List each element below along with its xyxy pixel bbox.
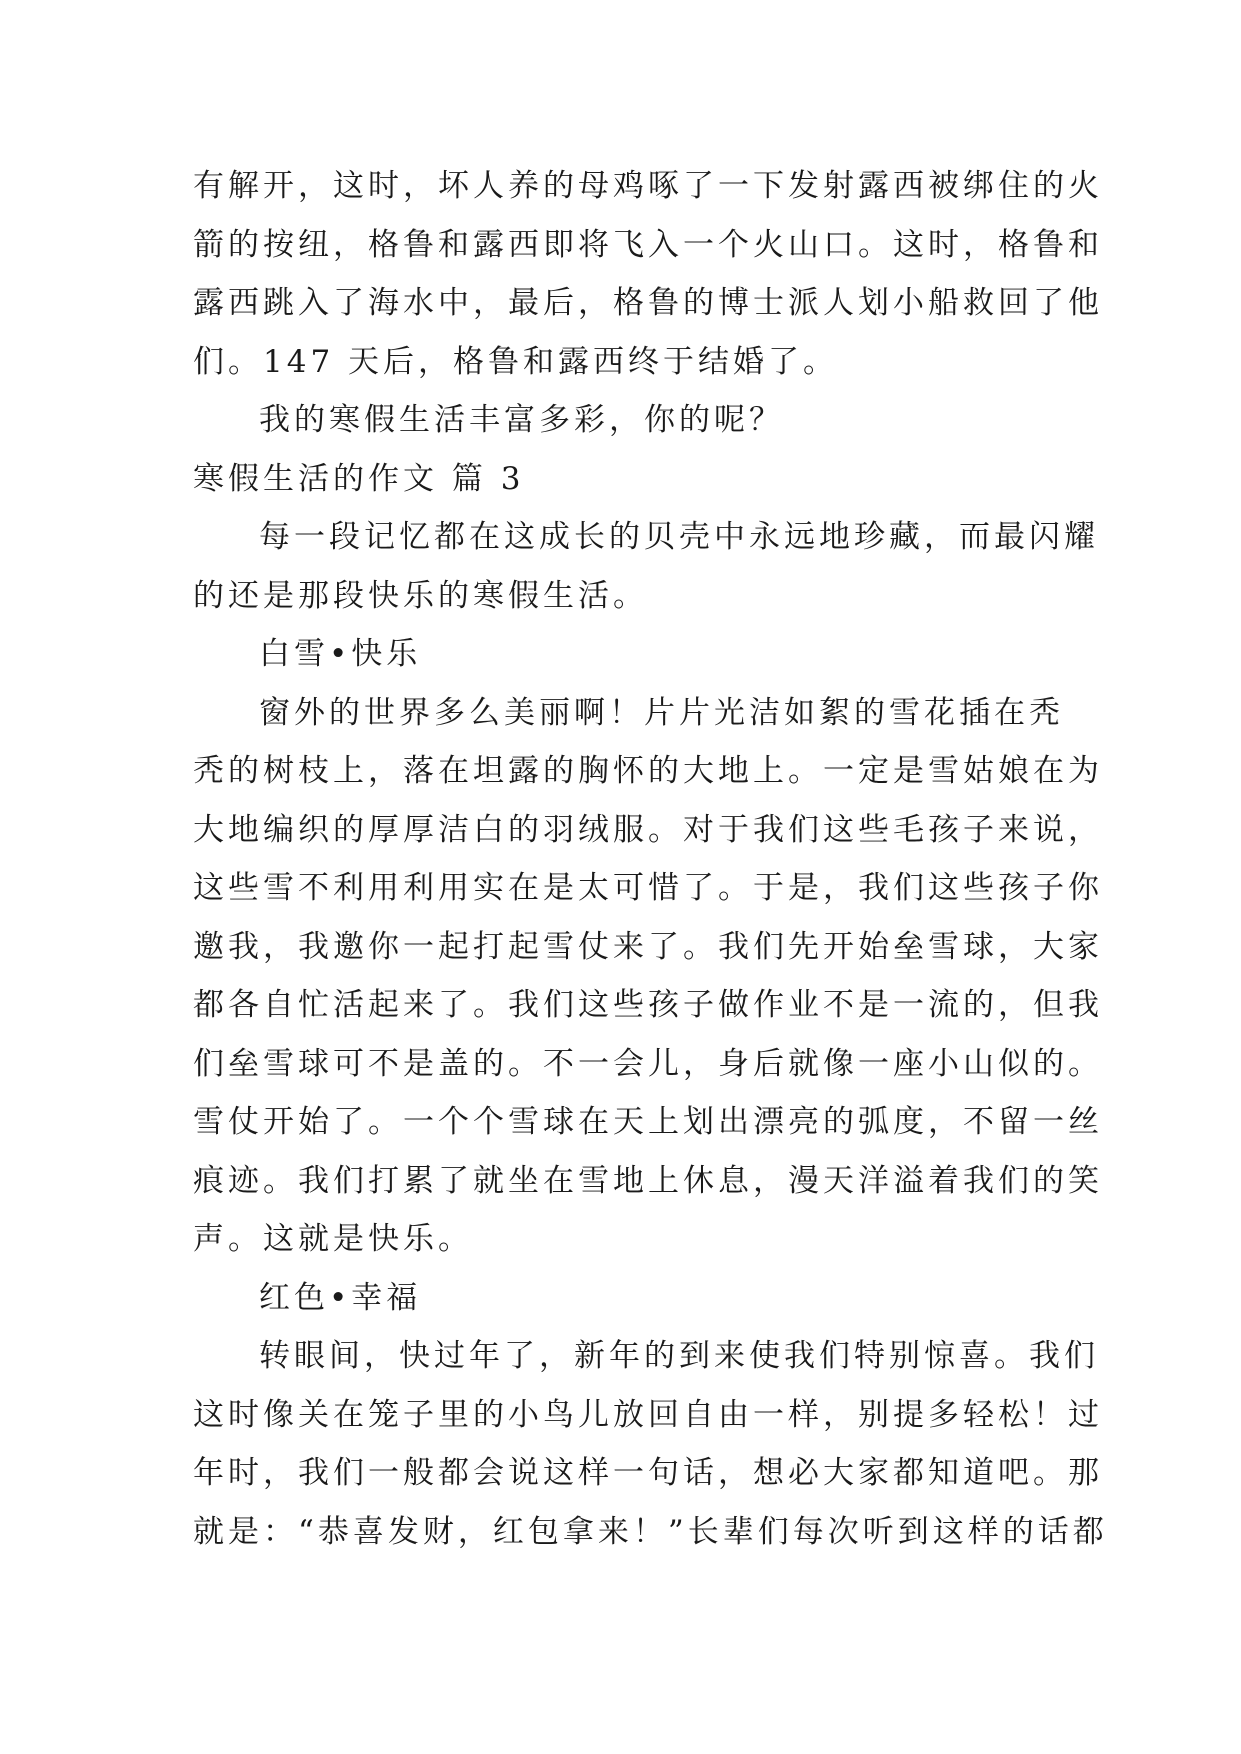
text-line: 我的寒假生活丰富多彩，你的呢？ (259, 402, 784, 438)
text-line: 们垒雪球可不是盖的。不一会儿，身后就像一座小山似的。 (193, 1045, 1103, 1082)
text-line: 都各自忙活起来了。我们这些孩子做作业不是一流的，但我 (193, 987, 1103, 1023)
text-line: 的还是那段快乐的寒假生活。 (193, 577, 648, 614)
text-line: 窗外的世界多么美丽啊！片片光洁如絮的雪花插在秃 (259, 694, 1064, 731)
document-body (193, 157, 1108, 1561)
text-line: 雪仗开始了。一个个雪球在天上划出漂亮的弧度，不留一丝 (193, 1104, 1103, 1140)
text-line: 们。147 天后，格鲁和露西终于结婚了。 (193, 343, 839, 380)
text-line: 痕迹。我们打累了就坐在雪地上休息，漫天洋溢着我们的笑 (193, 1162, 1103, 1199)
text-line: 邀我，我邀你一起打起雪仗来了。我们先开始垒雪球，大家 (193, 928, 1103, 965)
text-line: 秃的树枝上，落在坦露的胸怀的大地上。一定是雪姑娘在为 (193, 753, 1103, 789)
text-line: 年时，我们一般都会说这样一句话，想必大家都知道吧。那 (193, 1455, 1103, 1491)
text-line: 这些雪不利用利用实在是太可惜了。于是，我们这些孩子你 (193, 870, 1103, 906)
text-line: 这时像关在笼子里的小鸟儿放回自由一样，别提多轻松！过 (193, 1396, 1103, 1433)
subheading: 红色•幸福 (259, 1279, 422, 1316)
text-line: 箭的按纽，格鲁和露西即将飞入一个火山口。这时，格鲁和 (193, 226, 1103, 263)
text-line: 有解开，这时，坏人养的母鸡啄了一下发射露西被绑住的火 (193, 168, 1103, 204)
text-line: 转眼间，快过年了，新年的到来使我们特别惊喜。我们 (259, 1338, 1099, 1374)
text-line: 露西跳入了海水中，最后，格鲁的博士派人划小船救回了他 (193, 285, 1103, 321)
subheading: 白雪•快乐 (259, 636, 422, 672)
section-heading: 寒假生活的作文 篇 3 (193, 460, 525, 497)
text-line: 就是：“恭喜发财，红包拿来！”长辈们每次听到这样的话都 (193, 1513, 1108, 1550)
text-line: 每一段记忆都在这成长的贝壳中永远地珍藏，而最闪耀 (259, 519, 1099, 555)
text-line: 大地编织的厚厚洁白的羽绒服。对于我们这些毛孩子来说， (193, 811, 1103, 848)
text-line: 声。这就是快乐。 (193, 1221, 473, 1257)
